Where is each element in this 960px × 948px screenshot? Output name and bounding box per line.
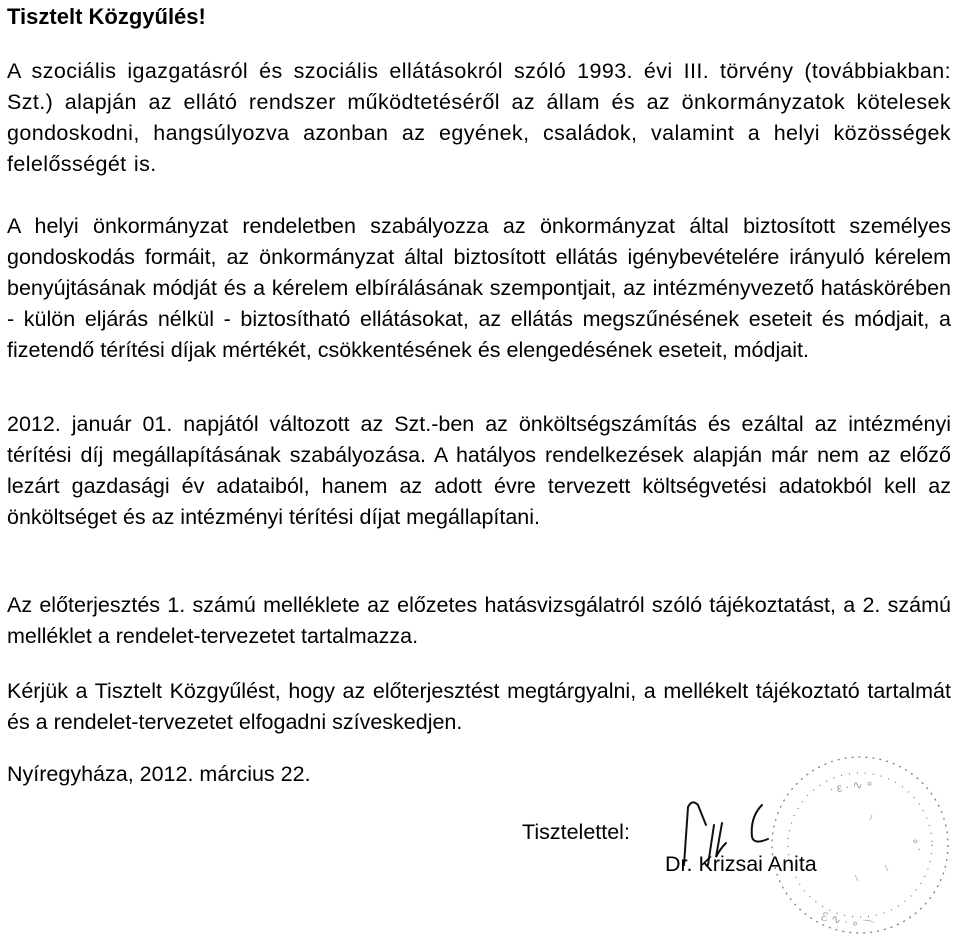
official-stamp <box>760 745 960 945</box>
paragraph-local-regulation: A helyi önkormányzat rendeletben szabályozza az önkormányzat által biztosított személyes gondoskodás formáit, az önkormányzat által biztosított ellátás igénybevételére irányuló kérelem benyújtásának módját és a kérelem elbírálásának szempontjait, az intézményvezető hatáskörében - külön eljárás nélkül - biztosítható ellátásokat, az ellátás megszűnésének eseteit és módjait, a fizetendő térítési díjak mértékét, csökkentésének és elengedésének eseteit, módjait. <box>7 214 951 362</box>
svg-text:· ε · ∿ ∘: · ε · ∿ ∘ <box>828 775 875 796</box>
paragraph-legal-basis: A szociális igazgatásról és szociális ellátásokról szóló 1993. évi III. törvény (továbbiakban: Szt.) alapján az ellátó rendszer működtetéséről az állam és az önkormányzatok kötelesek gondoskodni, hangsúlyozva azonban az egyének, családok, valamint a helyi közösségek felelősségét is. <box>7 59 951 176</box>
paragraph-request: Kérjük a Tisztelt Közgyűlést, hogy az előterjesztést megtárgyalni, a mellékelt tájékoztató tartalmát és a rendelet-tervezetet elfogadni szíveskedjen. <box>7 679 951 734</box>
svg-text:∘ ·: ∘ · <box>907 834 927 855</box>
closing-phrase: Tisztelettel: <box>522 820 630 844</box>
signer-name: Dr. Krizsai Anita <box>665 852 817 876</box>
dateline: Nyíregyháza, 2012. március 22. <box>7 762 311 786</box>
paragraph-cost-calculation: 2012. január 01. napjától változott az Szt.-ben az önköltségszámítás és ezáltal az intézményi térítési díj megállapításának szabályozása. A hatályos rendelkezések alapján már nem az előző lezárt gazdasági év adataiból, hanem az adott évre tervezett költségvetési adatokból kell az önköltséget és az intézményi térítési díjat megállapítani. <box>7 412 951 529</box>
salutation: Tisztelt Közgyűlés! <box>7 4 206 29</box>
paragraph-attachments: Az előterjesztés 1. számú melléklete az előzetes hatásvizsgálatról szóló tájékoztatást, a 2. számú melléklet a rendelet-tervezetet tartalmazza. <box>7 593 951 648</box>
svg-text:ℰ ∿ · ∘ ⌒: ℰ ∿ · ∘ ⌒ <box>819 909 876 935</box>
